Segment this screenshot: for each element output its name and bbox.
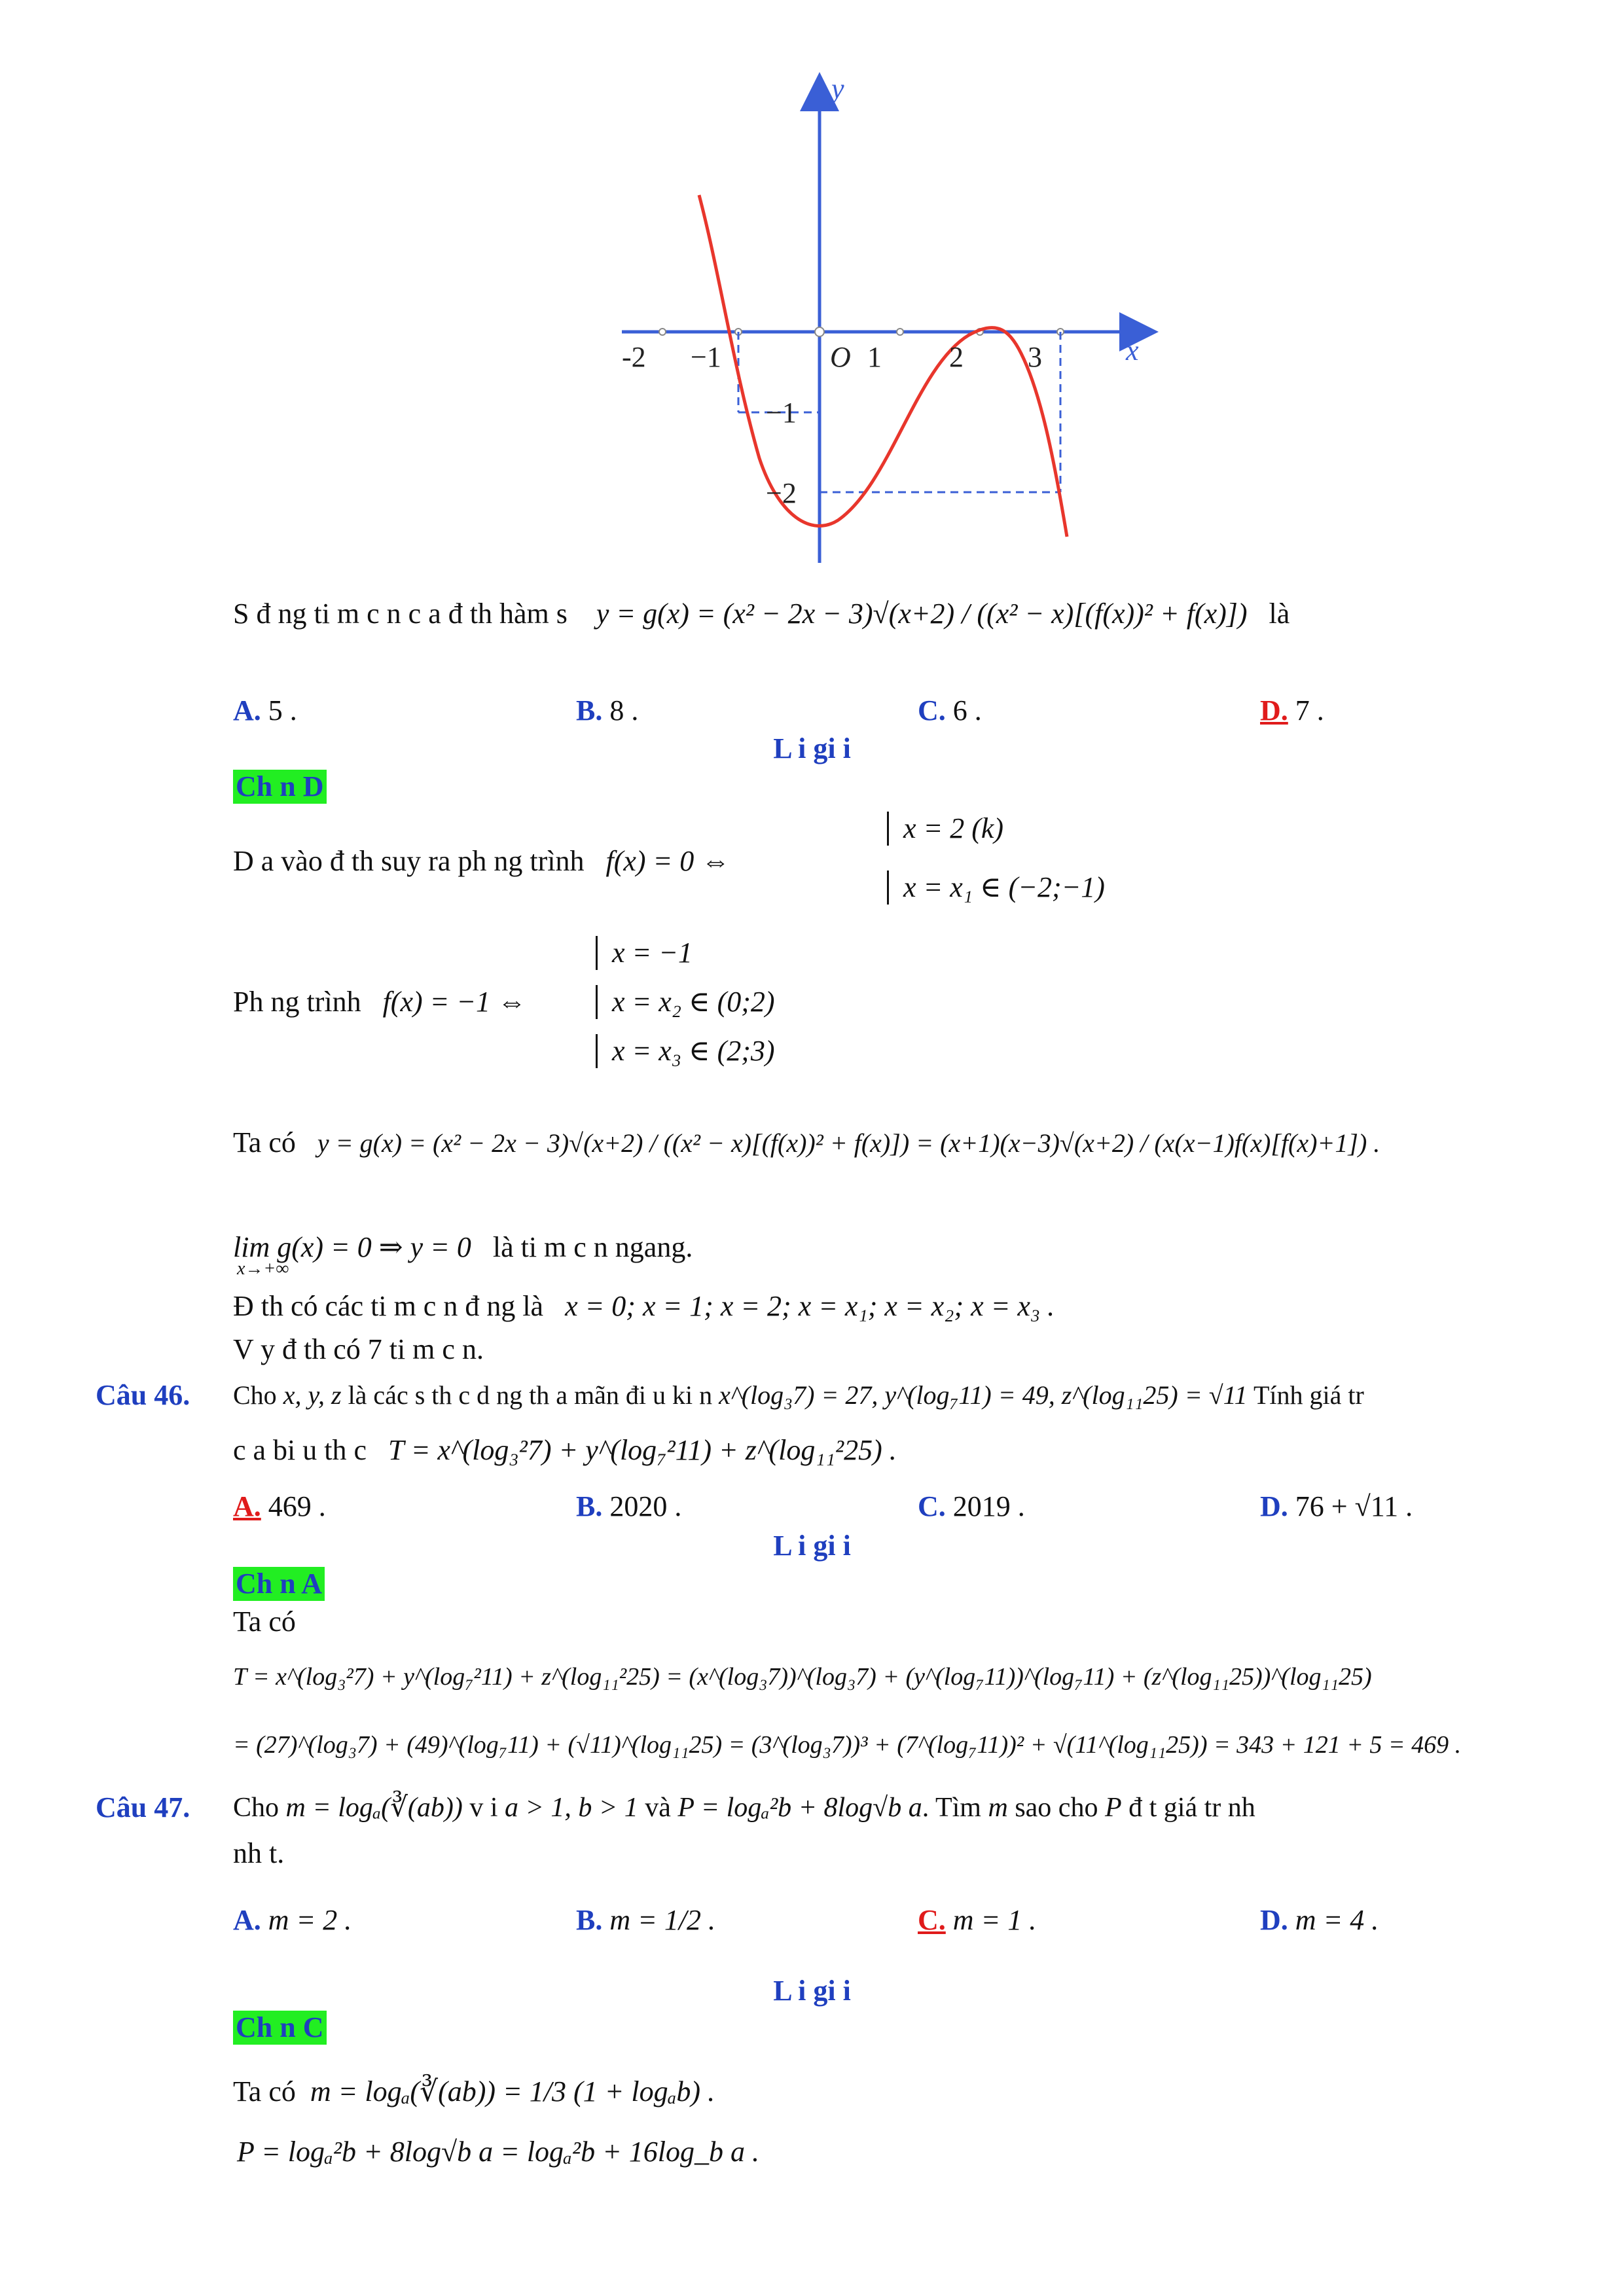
q47-text: đ t giá tr nh xyxy=(1128,1793,1255,1823)
q47-answer-badge: Ch n C xyxy=(233,2011,327,2045)
x-tick-label: 3 xyxy=(1028,341,1042,373)
option-value: m = 2 . xyxy=(268,1904,352,1936)
option-value: 469 . xyxy=(268,1490,326,1522)
q47-option-b[interactable] xyxy=(576,1903,715,1937)
q45-formula: y = g(x) = (x² − 2x − 3)√(x+2) / ((x² − x)[(f(x))² + f(x)]) xyxy=(596,598,1248,630)
q46-text: Cho xyxy=(233,1380,277,1410)
q47-sol-math: m = logₐ(∛(ab)) = 1/3 (1 + logₐb) . xyxy=(310,2075,715,2108)
q46-sol-line2: = (27)^(log₃7) + (49)^(log₇11) + (√11)^(log₁₁25) = (3^(log₃7))³ + (7^(log₇11))² + √(11^(log₁₁25)) = 343 + 121 + 5 = 469 . xyxy=(233,1731,1462,1759)
q45-step4-math: lim g(x) = 0 ⇒ y = 0 xyxy=(233,1231,471,1263)
q45-option-c[interactable] xyxy=(918,694,982,728)
q47-condition: a > 1, b > 1 xyxy=(505,1793,638,1823)
q47-math: m = logₐ(∛(ab)) xyxy=(285,1793,463,1823)
q45-step1-text: D a vào đ th suy ra ph ng trình xyxy=(233,845,585,877)
q45-option-a[interactable] xyxy=(233,694,297,728)
q47-text: sao cho xyxy=(1015,1793,1098,1823)
q46-option-c[interactable] xyxy=(918,1490,1025,1524)
q45-step3-text: Ta có xyxy=(233,1126,296,1158)
x-tick-label: −1 xyxy=(691,341,721,373)
q46-math: T = x^(log₃²7) + y^(log₇²11) + z^(log₁₁²25) . xyxy=(388,1434,897,1466)
function-graph xyxy=(0,0,1624,589)
option-letter: D. xyxy=(1260,1904,1288,1936)
q45-step2-case: x = −1 xyxy=(596,936,693,970)
y-tick-label: −1 xyxy=(766,397,797,429)
q45-step5 xyxy=(233,1289,1055,1323)
q45-step5-math: x = 0; x = 1; x = 2; x = x₁; x = x₂; x = x₃ . xyxy=(565,1290,1055,1322)
q46-line2 xyxy=(233,1433,897,1467)
q45-step1 xyxy=(233,844,730,878)
q45-step2-text: Ph ng trình xyxy=(233,986,361,1018)
option-value: 76 + √11 . xyxy=(1295,1490,1413,1522)
q45-step2 xyxy=(233,985,526,1019)
q45-question xyxy=(233,597,1290,631)
q45-step4-sub: x→+∞ xyxy=(237,1259,289,1279)
q47-sol-intro: Ta có xyxy=(233,2075,296,2108)
option-value: 2020 . xyxy=(609,1490,682,1522)
q47-text: và xyxy=(645,1793,671,1823)
q47-line2: nh t. xyxy=(233,1837,285,1869)
q45-option-d[interactable] xyxy=(1260,694,1324,728)
origin-label: O xyxy=(830,341,851,373)
q47-sol-line1 xyxy=(233,2075,715,2109)
q47-solution-title: L i gi i xyxy=(773,1975,851,2007)
q46-option-d[interactable] xyxy=(1260,1490,1413,1524)
q45-question-text: S đ ng ti m c n c a đ th hàm s xyxy=(233,598,568,630)
q46-text: là các s th c d ng th a mãn đi u ki n xyxy=(348,1380,713,1410)
option-letter: B. xyxy=(576,1490,603,1522)
q45-step1-case: x = x₁ ∈ (−2;−1) xyxy=(887,870,1105,905)
q45-solution-title: L i gi i xyxy=(773,732,851,764)
q45-step6: V y đ th có 7 ti m c n. xyxy=(233,1333,484,1365)
q46-line1 xyxy=(233,1378,1364,1412)
q46-answer-badge: Ch n A xyxy=(233,1567,325,1601)
q45-tail: là xyxy=(1269,598,1290,630)
x-tick-label: 1 xyxy=(867,341,882,373)
q45-step1-case: x = 2 (k) xyxy=(887,812,1003,846)
q47-text: v i xyxy=(469,1793,498,1823)
q46-sol-line1: T = x^(log₃²7) + y^(log₇²11) + z^(log₁₁²25) = (x^(log₃7))^(log₃7) + (y^(log₇11))^(log₇11) + (z^(log₁₁25))^(log₁₁25) xyxy=(233,1663,1372,1691)
q45-step5-text: Đ th có các ti m c n đ ng là xyxy=(233,1290,544,1322)
q45-option-b[interactable] xyxy=(576,694,638,728)
q47-option-c[interactable] xyxy=(918,1903,1036,1937)
q47-math: P = logₐ²b + 8log√b a xyxy=(677,1793,922,1823)
option-value: m = 1/2 . xyxy=(609,1904,716,1936)
option-letter: A. xyxy=(233,1904,261,1936)
q46-option-a[interactable] xyxy=(233,1490,326,1524)
option-value: 5 . xyxy=(268,694,297,726)
q46-sol-intro: Ta có xyxy=(233,1605,296,1638)
q46-math: x, y, z xyxy=(283,1380,342,1410)
option-letter-correct: D. xyxy=(1260,694,1288,726)
q46-solution-title: L i gi i xyxy=(773,1530,851,1562)
option-value: m = 1 . xyxy=(952,1904,1037,1936)
q45-step1-math: f(x) = 0 ⇔ xyxy=(605,845,731,877)
x-tick-label: 2 xyxy=(949,341,964,373)
q46-text: Tính giá tr xyxy=(1253,1380,1364,1410)
q47-label: Câu 47. xyxy=(96,1791,190,1823)
q47-text: Cho xyxy=(233,1793,280,1823)
q45-step4 xyxy=(233,1230,693,1265)
q46-option-b[interactable] xyxy=(576,1490,681,1524)
q47-text: . Tìm xyxy=(922,1793,981,1823)
option-letter-correct: C. xyxy=(918,1904,946,1936)
q46-text: c a bi u th c xyxy=(233,1434,367,1466)
y-axis-label: y xyxy=(831,73,844,105)
q47-option-d[interactable] xyxy=(1260,1903,1379,1937)
x-tick-label: -2 xyxy=(622,341,646,373)
q45-step2-math: f(x) = −1 ⇔ xyxy=(382,986,527,1018)
option-value: 7 . xyxy=(1295,694,1324,726)
option-letter: C. xyxy=(918,1490,946,1522)
q45-step2-case: x = x₂ ∈ (0;2) xyxy=(596,985,775,1019)
option-letter: B. xyxy=(576,694,603,726)
q45-step2-case: x = x₃ ∈ (2;3) xyxy=(596,1034,775,1068)
q45-step3-math: y = g(x) = (x² − 2x − 3)√(x+2) / ((x² − x)[(f(x))² + f(x)]) = (x+1)(x−3)√(x+2) / (x(x−1)f(x)[f(x)+1]) . xyxy=(317,1128,1380,1158)
option-value: 2019 . xyxy=(952,1490,1025,1522)
q47-option-a[interactable] xyxy=(233,1903,352,1937)
option-letter: D. xyxy=(1260,1490,1288,1522)
function-curve xyxy=(699,195,1067,537)
q47-line1 xyxy=(233,1791,1255,1825)
option-letter: C. xyxy=(918,694,946,726)
q47-sol-line2: P = logₐ²b + 8log√b a = logₐ²b + 16log_b a . xyxy=(237,2136,760,2168)
q45-step3 xyxy=(233,1126,1380,1160)
q46-label: Câu 46. xyxy=(96,1379,190,1411)
q45-answer-badge: Ch n D xyxy=(233,770,327,804)
q45-step4-text: là ti m c n ngang. xyxy=(492,1231,693,1263)
option-letter-correct: A. xyxy=(233,1490,261,1522)
option-value: m = 4 . xyxy=(1295,1904,1379,1936)
option-letter: B. xyxy=(576,1904,603,1936)
option-value: 8 . xyxy=(609,694,639,726)
q46-condition: x^(log₃7) = 27, y^(log₇11) = 49, z^(log₁₁25) = √11 xyxy=(719,1380,1248,1410)
option-value: 6 . xyxy=(952,694,982,726)
q47-math: m xyxy=(988,1793,1008,1823)
q47-math: P xyxy=(1104,1793,1122,1823)
y-tick-label: −2 xyxy=(766,477,797,509)
option-letter: A. xyxy=(233,694,261,726)
x-axis-label: x xyxy=(1126,334,1139,367)
